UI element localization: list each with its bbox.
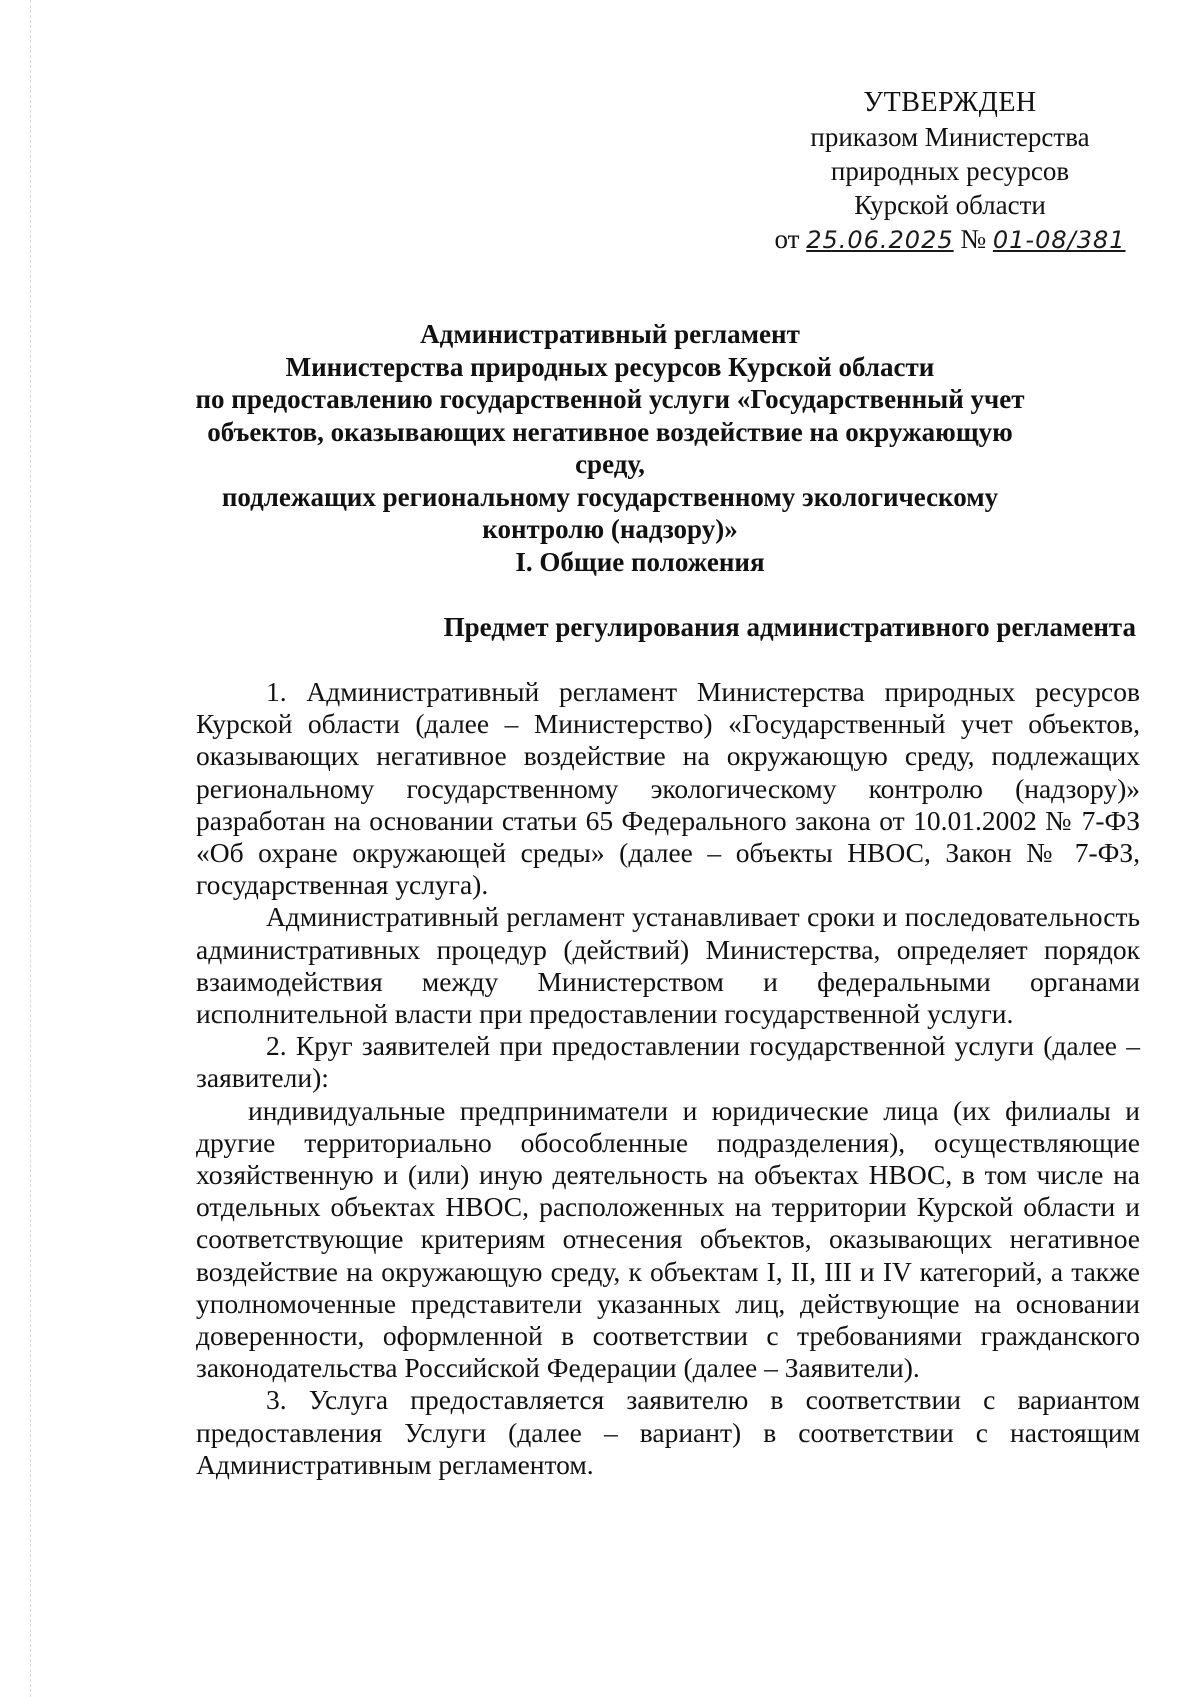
document-title-line-3: по предоставлению государственной услуги «Государственный учет [195, 384, 1025, 414]
scan-edge-line [30, 0, 31, 1697]
approval-order-line [760, 222, 1140, 257]
paragraph-1: 1. Административный регламент Министерства природных ресурсов Курской области (далее – Министерство) «Государственный учет объектов, оказывающих негативное воздействие на окружающую среду, подлежащих региональному государственному экологическому контролю (надзору)» разработан на основании статьи 65 Федерального закона от 10.01.2002 № 7-ФЗ «Об охране окружающей среды» (далее – объекты НВОС, Закон № 7-ФЗ, государственная услуга). [196, 676, 1140, 901]
document-body [196, 676, 1140, 1481]
document-title [170, 318, 1050, 546]
section-subheading: Предмет регулирования административного регламента [443, 612, 1136, 642]
paragraph-4: индивидуальные предприниматели и юридические лица (их филиалы и другие территориально обособленные подразделения), осуществляющие хозяйственную и (или) иную деятельность на объектах НВОС, в том числе на отдельных объектах НВОС, расположенных на территории Курской области и соответствующие критериям отнесения объектов, оказывающих негативное воздействие на окружающую среду, к объектам I, II, III и IV категорий, а также уполномоченные представители указанных лиц, действующие на основании доверенности, оформленной в соответствии с требованиями гражданского законодательства Российской Федерации (далее – Заявители). [196, 1094, 1140, 1384]
document-title-line-6: контролю (надзору)» [482, 514, 738, 544]
approval-line-2: природных ресурсов [830, 156, 1070, 186]
approval-line-1: приказом Министерства [810, 122, 1090, 152]
approval-line-3: Курской области [854, 190, 1046, 220]
approval-title: УТВЕРЖДЕН [863, 87, 1037, 118]
approval-stamp-block [760, 86, 1140, 257]
paragraph-5: 3. Услуга предоставляется заявителю в соответствии с вариантом предоставления Услуги (далее – вариант) в соответствии с настоящим Административным регламентом. [196, 1384, 1140, 1480]
order-date-handwritten: 25.06.2025 [806, 226, 954, 254]
order-number-sign: № [960, 224, 987, 254]
section-heading: I. Общие положения [515, 547, 765, 577]
document-title-line-1: Административный регламент [420, 319, 800, 349]
paragraph-3: 2. Круг заявителей при предоставлении государственной услуги (далее – заявители): [196, 1030, 1140, 1094]
document-title-line-5: подлежащих региональному государственному экологическому [221, 481, 999, 512]
document-title-line-2: Министерства природных ресурсов Курской области [285, 351, 935, 382]
order-number-handwritten: 01-08/381 [992, 226, 1126, 254]
paragraph-2: Административный регламент устанавливает сроки и последовательность административных процедур (действий) Министерства, определяет порядок взаимодействия между Министерством и федеральными органами исполнительной власти при предоставлении государственной услуги. [196, 901, 1140, 1030]
order-date-prefix: от [774, 224, 800, 254]
document-title-line-4: объектов, оказывающих негативное воздействие на окружающую среду, [207, 416, 1013, 479]
